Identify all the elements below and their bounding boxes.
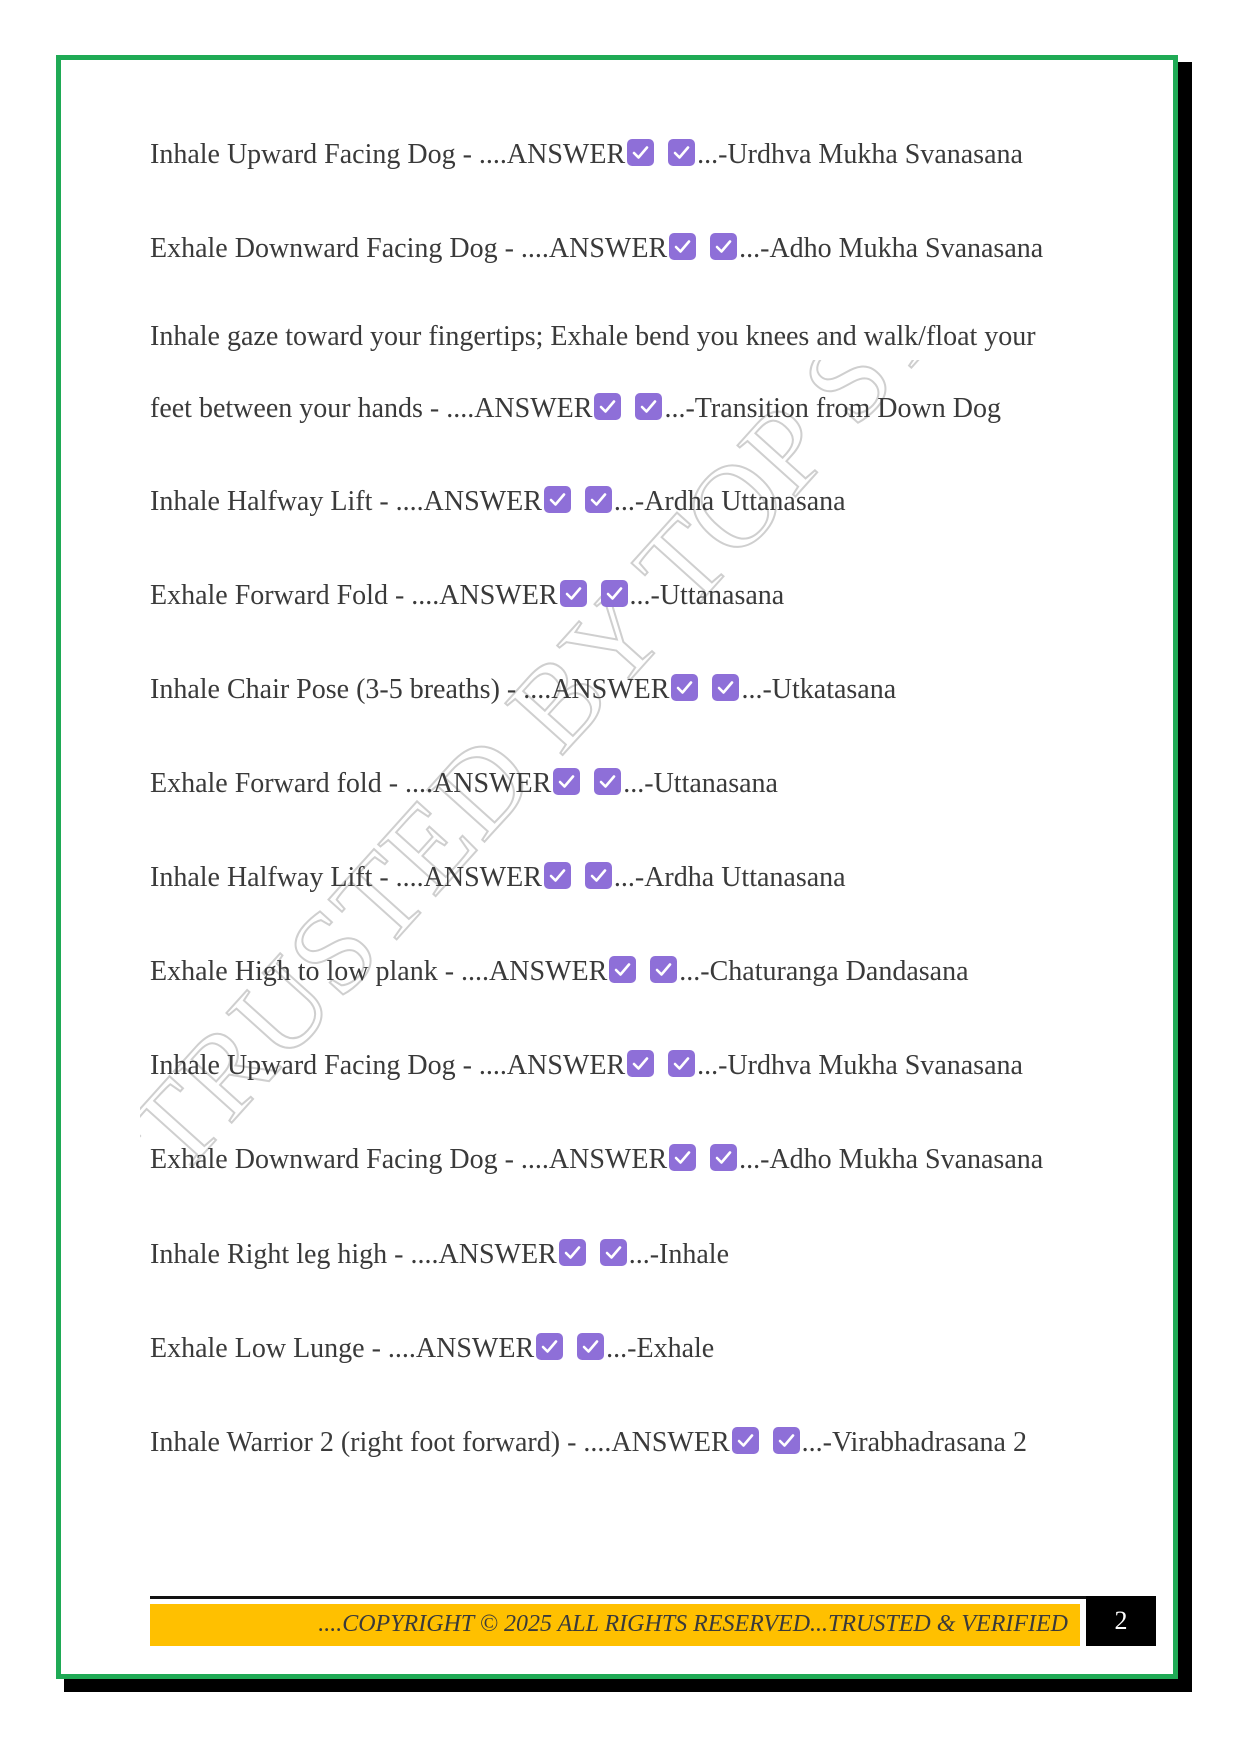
line-prompt: feet between your hands - ....ANSWER — [150, 393, 593, 424]
line-prompt: Exhale Downward Facing Dog - ....ANSWER — [150, 1144, 668, 1175]
line-answer: ...-Transition from Down Dog — [664, 393, 1001, 424]
check-mark-icon — [536, 1333, 563, 1360]
check-mark-icon — [601, 580, 628, 607]
line-answer: ...-Ardha Uttanasana — [613, 862, 846, 893]
answer-line — [150, 485, 846, 519]
footer-bar — [150, 1604, 1080, 1646]
check-mark-icon — [585, 862, 612, 889]
line-prompt: Inhale Upward Facing Dog - ....ANSWER — [150, 1050, 626, 1081]
check-mark-icon — [553, 768, 580, 795]
line-answer: ...-Uttanasana — [629, 580, 785, 611]
answer-line — [150, 861, 846, 895]
answer-line — [150, 673, 896, 707]
check-mark-icon — [732, 1427, 759, 1454]
line-prompt: Inhale Chair Pose (3-5 breaths) - ....ANSWER — [150, 674, 670, 705]
line-answer: ...-Urdhva Mukha Svanasana — [697, 139, 1023, 170]
answer-line — [150, 232, 1043, 266]
line-prompt: Inhale Warrior 2 (right foot forward) - ....ANSWER — [150, 1427, 730, 1458]
line-answer: ...-Exhale — [606, 1333, 715, 1364]
line-prompt: Inhale Right leg high - ....ANSWER — [150, 1239, 557, 1270]
line-answer: ...-Uttanasana — [623, 768, 778, 799]
check-mark-icon — [594, 768, 621, 795]
check-mark-icon — [627, 1050, 654, 1077]
answer-line — [150, 1426, 1027, 1460]
check-mark-icon — [712, 674, 739, 701]
check-mark-icon — [671, 674, 698, 701]
line-prompt: Inhale Halfway Lift - ....ANSWER — [150, 862, 542, 893]
check-mark-icon — [773, 1427, 800, 1454]
check-mark-icon — [669, 1144, 696, 1171]
footer-copyright: ....COPYRIGHT © 2025 ALL RIGHTS RESERVED...TRUSTED & VERIFIED — [318, 1611, 1068, 1637]
line-prompt: Exhale Low Lunge - ....ANSWER — [150, 1333, 535, 1364]
line-answer: ...-Adho Mukha Svanasana — [739, 1144, 1044, 1175]
answer-line — [150, 1332, 714, 1366]
line-prompt: Exhale High to low plank - ....ANSWER — [150, 956, 608, 987]
check-mark-icon — [635, 393, 662, 420]
line-answer: ...-Inhale — [628, 1239, 730, 1270]
answer-line — [150, 767, 778, 801]
page-number: 2 — [1086, 1596, 1156, 1646]
check-mark-icon — [609, 956, 636, 983]
check-mark-icon — [627, 139, 654, 166]
line-prompt: Exhale Forward fold - ....ANSWER — [150, 768, 552, 799]
check-mark-icon — [668, 139, 695, 166]
answer-line — [150, 392, 1001, 426]
answer-line — [150, 138, 1023, 172]
check-mark-icon — [650, 956, 677, 983]
check-mark-icon — [559, 1239, 586, 1266]
answer-line — [150, 1049, 1023, 1083]
line-prompt: Inhale Upward Facing Dog - ....ANSWER — [150, 139, 626, 170]
check-mark-icon — [560, 580, 587, 607]
check-mark-icon — [544, 486, 571, 513]
line-prompt: Exhale Forward Fold - ....ANSWER — [150, 580, 558, 611]
line-prompt: Inhale Halfway Lift - ....ANSWER — [150, 486, 542, 517]
answer-line — [150, 579, 784, 613]
line-answer: ...-Chaturanga Dandasana — [679, 956, 969, 987]
check-mark-icon — [577, 1333, 604, 1360]
check-mark-icon — [669, 233, 696, 260]
check-mark-icon — [600, 1239, 627, 1266]
check-mark-icon — [710, 233, 737, 260]
footer-rule — [150, 1596, 1090, 1599]
check-mark-icon — [594, 393, 621, 420]
answer-line — [150, 320, 1036, 354]
check-mark-icon — [544, 862, 571, 889]
check-mark-icon — [585, 486, 612, 513]
line-answer: ...-Utkatasana — [741, 674, 897, 705]
answer-line — [150, 1238, 729, 1272]
line-prompt: Exhale Downward Facing Dog - ....ANSWER — [150, 233, 668, 264]
line-answer: ...-Ardha Uttanasana — [613, 486, 846, 517]
line-answer: ...-Virabhadrasana 2 — [801, 1427, 1027, 1458]
line-answer: ...-Urdhva Mukha Svanasana — [697, 1050, 1023, 1081]
check-mark-icon — [710, 1144, 737, 1171]
check-mark-icon — [668, 1050, 695, 1077]
answer-line — [150, 1143, 1043, 1177]
line-answer: ...-Adho Mukha Svanasana — [739, 233, 1044, 264]
line-text: Inhale gaze toward your fingertips; Exhale bend you knees and walk/float your — [150, 321, 1036, 352]
answer-line — [150, 955, 969, 989]
